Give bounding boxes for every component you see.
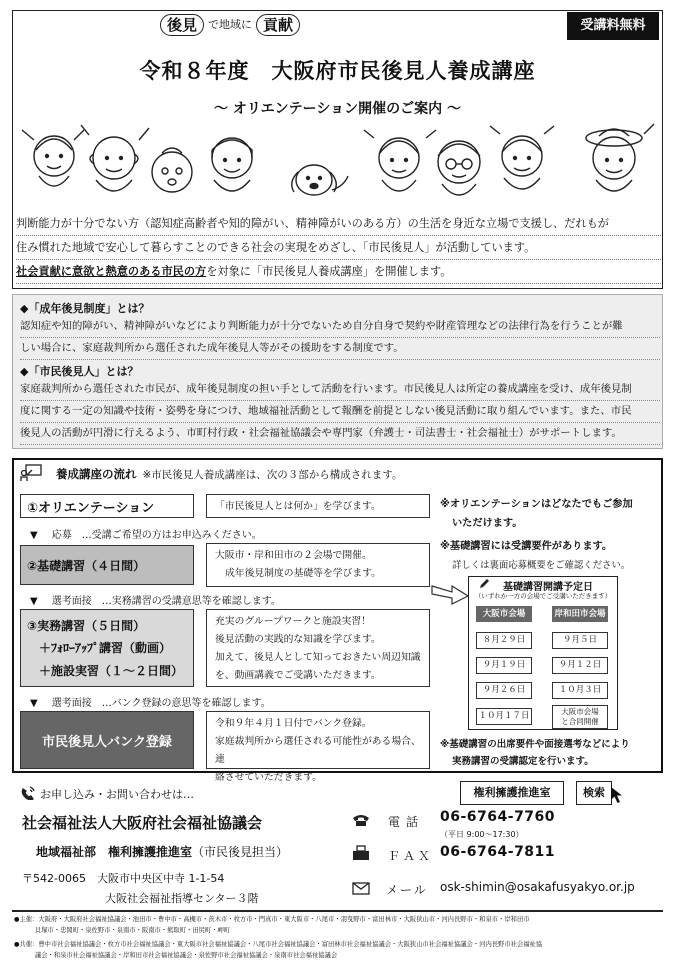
desc-line: 家庭裁判所から選任される可能性がある場合、連 [215,736,421,765]
step-bank-registration-desc [206,711,430,783]
intro-line-3-rest: を対象に「市民後見人養成講座」を開催します。 [206,265,452,278]
address-line-2: 大阪社会福祉指導センター３階 [105,892,259,905]
page-subtitle: ～ オリエンテーション開催のご案内 ～ [214,101,461,117]
department [36,843,288,860]
phone-wave-icon [20,786,36,800]
step-practical-course [20,609,194,687]
people-illustration [14,120,661,212]
search-keyword-box: 権利擁護推進室 [460,781,564,805]
office-hours: （平日 9:00～17:30） [440,830,524,839]
telephone-icon [352,813,370,827]
flow-arrow-apply-text: 応募 …受講ご希望の方はお申込みください。 [51,530,262,541]
side-note-certification-2: 実務講習の受講認定を行います。 [452,756,594,767]
organizers-line: 貝塚市・忠岡町・泉佐野市・泉南市・阪南市・熊取町・田尻町・岬町 [14,927,231,934]
schedule-joint-session [552,705,608,729]
department-note: （市民後見担当） [192,845,289,859]
definition-text: 度に関する一定の知識や技術・姿勢を身につけ、地域福祉活動として報酬を前提としない後見活動に取り組んでいます。また、市民 [20,400,660,423]
flow-arrow-interview-2-text: 選考面接 …バンク登録の意思等を確認します。 [51,698,271,709]
intro-emphasis: 社会貢献に意欲と熱意のある市民の方 [16,265,207,278]
intro-line-1: 判断能力が十分でない方（認知症高齢者や知的障がい、精神障がいのある方）の生活を身近な立場で支援し、だれもが [16,212,661,236]
email-address[interactable]: osk-shimin@osakafusyakyo.or.jp [440,880,635,894]
step-bank-registration: 市民後見人バンク登録 [20,711,194,769]
phone-number[interactable]: 06-6764-7760 [440,809,556,825]
schedule-date-kishiwada: １０月３日 [552,682,608,699]
circled-word-contribution: 貢献 [256,14,300,36]
desc-line: 充実のグループワークと施設実習！ [215,616,371,627]
desc-line: 大阪市・岸和田市の２会場で開催。 [215,550,372,561]
flow-arrow-apply: ▼ 応募 …受講ご希望の方はお申込みください。 [30,530,262,541]
joint-line: 大阪市会場 [561,707,599,716]
address-line-1: 〒542-0065 大阪市中央区中寺 1-1-54 [22,872,225,885]
schedule-date-osaka: ９月１９日 [476,657,532,674]
page-title: 令和８年度 大阪府市民後見人養成講座 [139,59,536,83]
schedule-date-osaka: ８月２９日 [476,632,532,649]
schedule-date-kishiwada: ９月１２日 [552,657,608,674]
definition-heading-guardianship: ◆「成年後見制度」とは？ [20,302,150,315]
side-note-certification: ※基礎講習の出席要件や面接選考などにより [440,739,630,750]
step-practical-course-desc [206,609,430,687]
desc-line: 令和９年４月１日付でバンク登録。 [215,718,372,729]
mail-label: メール [386,883,428,897]
department-name: 地域福祉部 権利擁護推進室 [36,845,193,859]
desc-line: 後見活動の実践的な知識を学びます。 [215,634,381,645]
footer-divider [12,910,663,912]
step-followup-line: ＋ﾌｫﾛｰｱｯﾌﾟ講習（動画） [39,641,172,656]
tagline-connector: で地域に [208,18,253,31]
flow-arrow-interview-1: ▼ 選考面接 …実務講習の受講意思等を確認します。 [30,596,281,607]
schedule-date-kishiwada: ９月５日 [552,632,608,649]
flow-heading-text: 養成講座の流れ [56,467,137,481]
search-button[interactable]: 検索 [576,781,612,805]
co-organizers-line: ●共催：豊中市社会福祉協議会・枚方市社会福祉協議会・東大阪市社会福祉協議会・八尾市社会福祉協議会・富田林市社会福祉協議会・大阪狭山市社会福祉協議会・河内長野市社会福祉協 [14,941,543,948]
definition-text: 後見人の活動が円滑に行えるよう、市町村行政・社会福祉協議会や専門家（弁護士・司法書士・社会福祉士）がサポートします。 [20,422,660,445]
definition-heading-citizen-guardian: ◆「市民後見人」とは？ [20,365,139,378]
fax-number: 06-6764-7811 [440,844,556,860]
definition-text: 家庭裁判所から選任された市民が、成年後見制度の担い手として活動を行います。市民後見人は所定の養成講座を受け、成年後見制 [20,378,660,401]
cursor-icon [610,786,626,804]
schedule-col-osaka: 大阪市会場 [476,606,532,622]
fax-label: ＦＡＸ [388,849,434,863]
arrow-right-icon [430,580,470,606]
step-orientation: ①オリエンテーション [20,494,194,518]
step-orientation-desc: 「市民後見人とは何か」を学びます。 [206,494,430,518]
schedule-date-osaka: １０月１７日 [476,708,532,725]
phone-label: 電話 [388,815,425,829]
mail-icon [352,882,370,895]
joint-line: と合同開催 [561,717,599,726]
free-tuition-badge: 受講料無料 [567,12,659,40]
side-note-orientation-2: いただけます。 [452,518,523,529]
intro-line-2: 住み慣れた地域で安心して暮らすことのできる社会の実現をめざし、「市民後見人」が活動しています。 [16,236,661,260]
side-note-orientation: ※オリエンテーションはどなたでもご参加 [440,499,633,510]
circled-word-guardianship: 後見 [160,14,204,36]
tagline [160,14,300,36]
organization-name: 社会福祉法人大阪府社会福祉協議会 [22,814,263,832]
intro-line-3 [16,260,661,284]
fax-icon [352,845,370,861]
flow-arrow-interview-2: ▼ 選考面接 …バンク登録の意思等を確認します。 [30,698,271,709]
schedule-note: （いずれか一方の会場でご受講いただきます） [474,592,612,600]
definition-text: 認知症や知的障がい、精神障がいなどにより判断能力が十分でないため自分自身で契約や財産管理などの法律行為を行うことが難 [20,315,660,338]
classroom-icon [20,464,42,482]
step-facility-line: ＋施設実習（１～２日間） [39,664,184,679]
desc-line: 成年後見制度の基礎等を学びます。 [225,568,381,579]
flow-arrow-interview-1-text: 選考面接 …実務講習の受講意思等を確認します。 [51,596,281,607]
schedule-date-osaka: ９月２６日 [476,682,532,699]
co-organizers-line: 議会・和泉市社会福祉協議会・岸和田市社会福祉協議会・泉佐野市社会福祉協議会・泉南市社会福祉協議会 [14,952,338,959]
desc-line: 加えて、後見人として知っておきたい周辺知識 [215,652,421,663]
contact-heading: お申し込み・お問い合わせは… [40,788,194,801]
flow-heading [56,466,402,482]
step-basic-course: ②基礎講習（４日間） [20,545,194,585]
desc-line: 絡させていただきます。 [215,772,322,783]
side-note-requirements: ※基礎講習には受講要件があります。 [440,541,613,552]
step-basic-course-desc [206,543,430,587]
side-note-details: 詳しくは裏面応募概要をご確認ください。 [452,560,631,571]
schedule-title: 基礎講習開講予定日 [503,582,593,593]
step-practical-line: ③実務講習（５日間） [27,618,146,633]
desc-line: を、動画講義でご受講いただきます。 [215,670,381,681]
flow-heading-note: ※市民後見人養成講座は、次の３部から構成されます。 [142,469,403,481]
definition-text: しい場合に、家庭裁判所から選任された成年後見人等がその援助をする制度です。 [20,337,660,360]
schedule-col-kishiwada: 岸和田市会場 [552,606,608,622]
organizers-line: ●主催：大阪府・大阪府社会福祉協議会・池田市・豊中市・高槻市・茨木市・枚方市・門真市・東大阪市・八尾市・羽曳野市・富田林市・大阪狭山市・河内長野市・和泉市・岸和田市 [14,916,530,923]
